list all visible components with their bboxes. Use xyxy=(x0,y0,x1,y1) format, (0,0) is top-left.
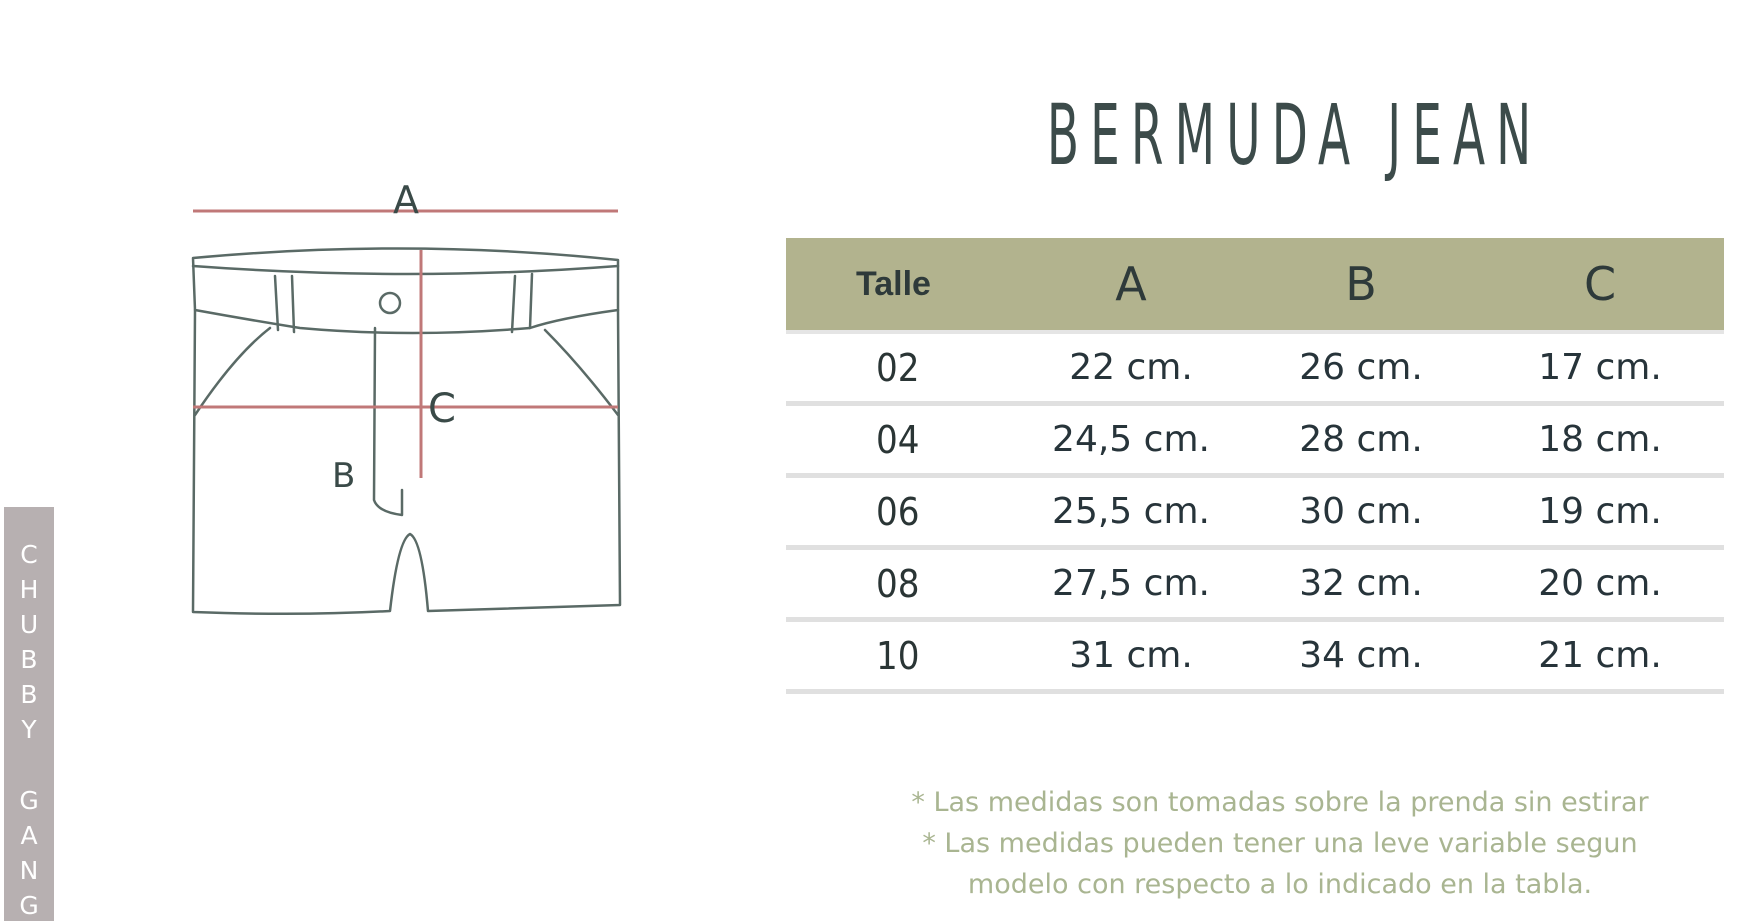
cell-a: 31 cm. xyxy=(1069,635,1193,676)
measurement-notes xyxy=(880,782,1680,905)
cell-c: 21 cm. xyxy=(1538,635,1662,676)
cell-size: 04 xyxy=(876,417,920,462)
cell-a: 24,5 cm. xyxy=(1052,419,1210,460)
size-table xyxy=(786,238,1724,694)
belt-loop xyxy=(275,276,278,330)
brand-letter: A xyxy=(20,821,38,850)
table-row xyxy=(786,550,1724,622)
table-row xyxy=(786,406,1724,478)
cell-a: 27,5 cm. xyxy=(1052,563,1210,604)
cell-b: 28 cm. xyxy=(1299,419,1423,460)
brand-letter: C xyxy=(20,540,38,569)
cell-c: 20 cm. xyxy=(1538,563,1662,604)
button xyxy=(380,293,400,313)
brand-letter: U xyxy=(19,610,39,639)
cell-b: 30 cm. xyxy=(1299,491,1423,532)
cell-size: 08 xyxy=(876,561,920,606)
cell-c: 19 cm. xyxy=(1538,491,1662,532)
note-line: * Las medidas son tomadas sobre la prenda sin estirar xyxy=(911,787,1649,818)
cell-a: 25,5 cm. xyxy=(1052,491,1210,532)
label-b: B xyxy=(332,456,356,496)
brand-letter: H xyxy=(19,575,39,604)
cell-b: 26 cm. xyxy=(1299,347,1423,388)
cell-b: 34 cm. xyxy=(1299,635,1423,676)
shorts-diagram xyxy=(0,160,640,630)
note-line: modelo con respecto a lo indicado en la tabla. xyxy=(967,869,1593,900)
cell-a: 22 cm. xyxy=(1069,347,1193,388)
table-row xyxy=(786,622,1724,694)
right-pocket xyxy=(545,330,618,415)
brand-letter: N xyxy=(19,856,39,885)
cell-b: 32 cm. xyxy=(1299,563,1423,604)
left-pocket xyxy=(195,328,270,415)
cell-size: 10 xyxy=(876,633,920,678)
table-row xyxy=(786,334,1724,406)
cell-c: 18 cm. xyxy=(1538,419,1662,460)
product-title: BERMUDA JEAN xyxy=(1047,86,1543,184)
belt-loop xyxy=(530,274,532,328)
brand-letter: B xyxy=(20,680,38,709)
waistband-outline xyxy=(193,248,618,333)
note-line: * Las medidas pueden tener una leve variable segun xyxy=(922,828,1638,859)
table-header xyxy=(786,238,1724,334)
header-talle: Talle xyxy=(856,264,931,303)
cell-c: 17 cm. xyxy=(1538,347,1662,388)
cell-size: 06 xyxy=(876,489,920,534)
brand-letter: Y xyxy=(21,715,37,744)
table-row xyxy=(786,478,1724,550)
belt-loop xyxy=(292,276,294,332)
belt-loop xyxy=(512,276,515,332)
cell-size: 02 xyxy=(876,345,920,390)
fly-stitch xyxy=(374,328,402,515)
shorts-body xyxy=(193,310,620,614)
waistband-top-curve xyxy=(193,266,618,274)
header-b: B xyxy=(1345,257,1377,311)
product-title-block xyxy=(985,80,1605,190)
brand-letter: B xyxy=(20,645,38,674)
label-c: C xyxy=(428,386,456,432)
label-a: A xyxy=(393,178,419,222)
header-a: A xyxy=(1115,257,1147,311)
brand-letter: G xyxy=(19,891,39,920)
brand-letter: G xyxy=(19,786,39,815)
header-c: C xyxy=(1583,257,1617,311)
